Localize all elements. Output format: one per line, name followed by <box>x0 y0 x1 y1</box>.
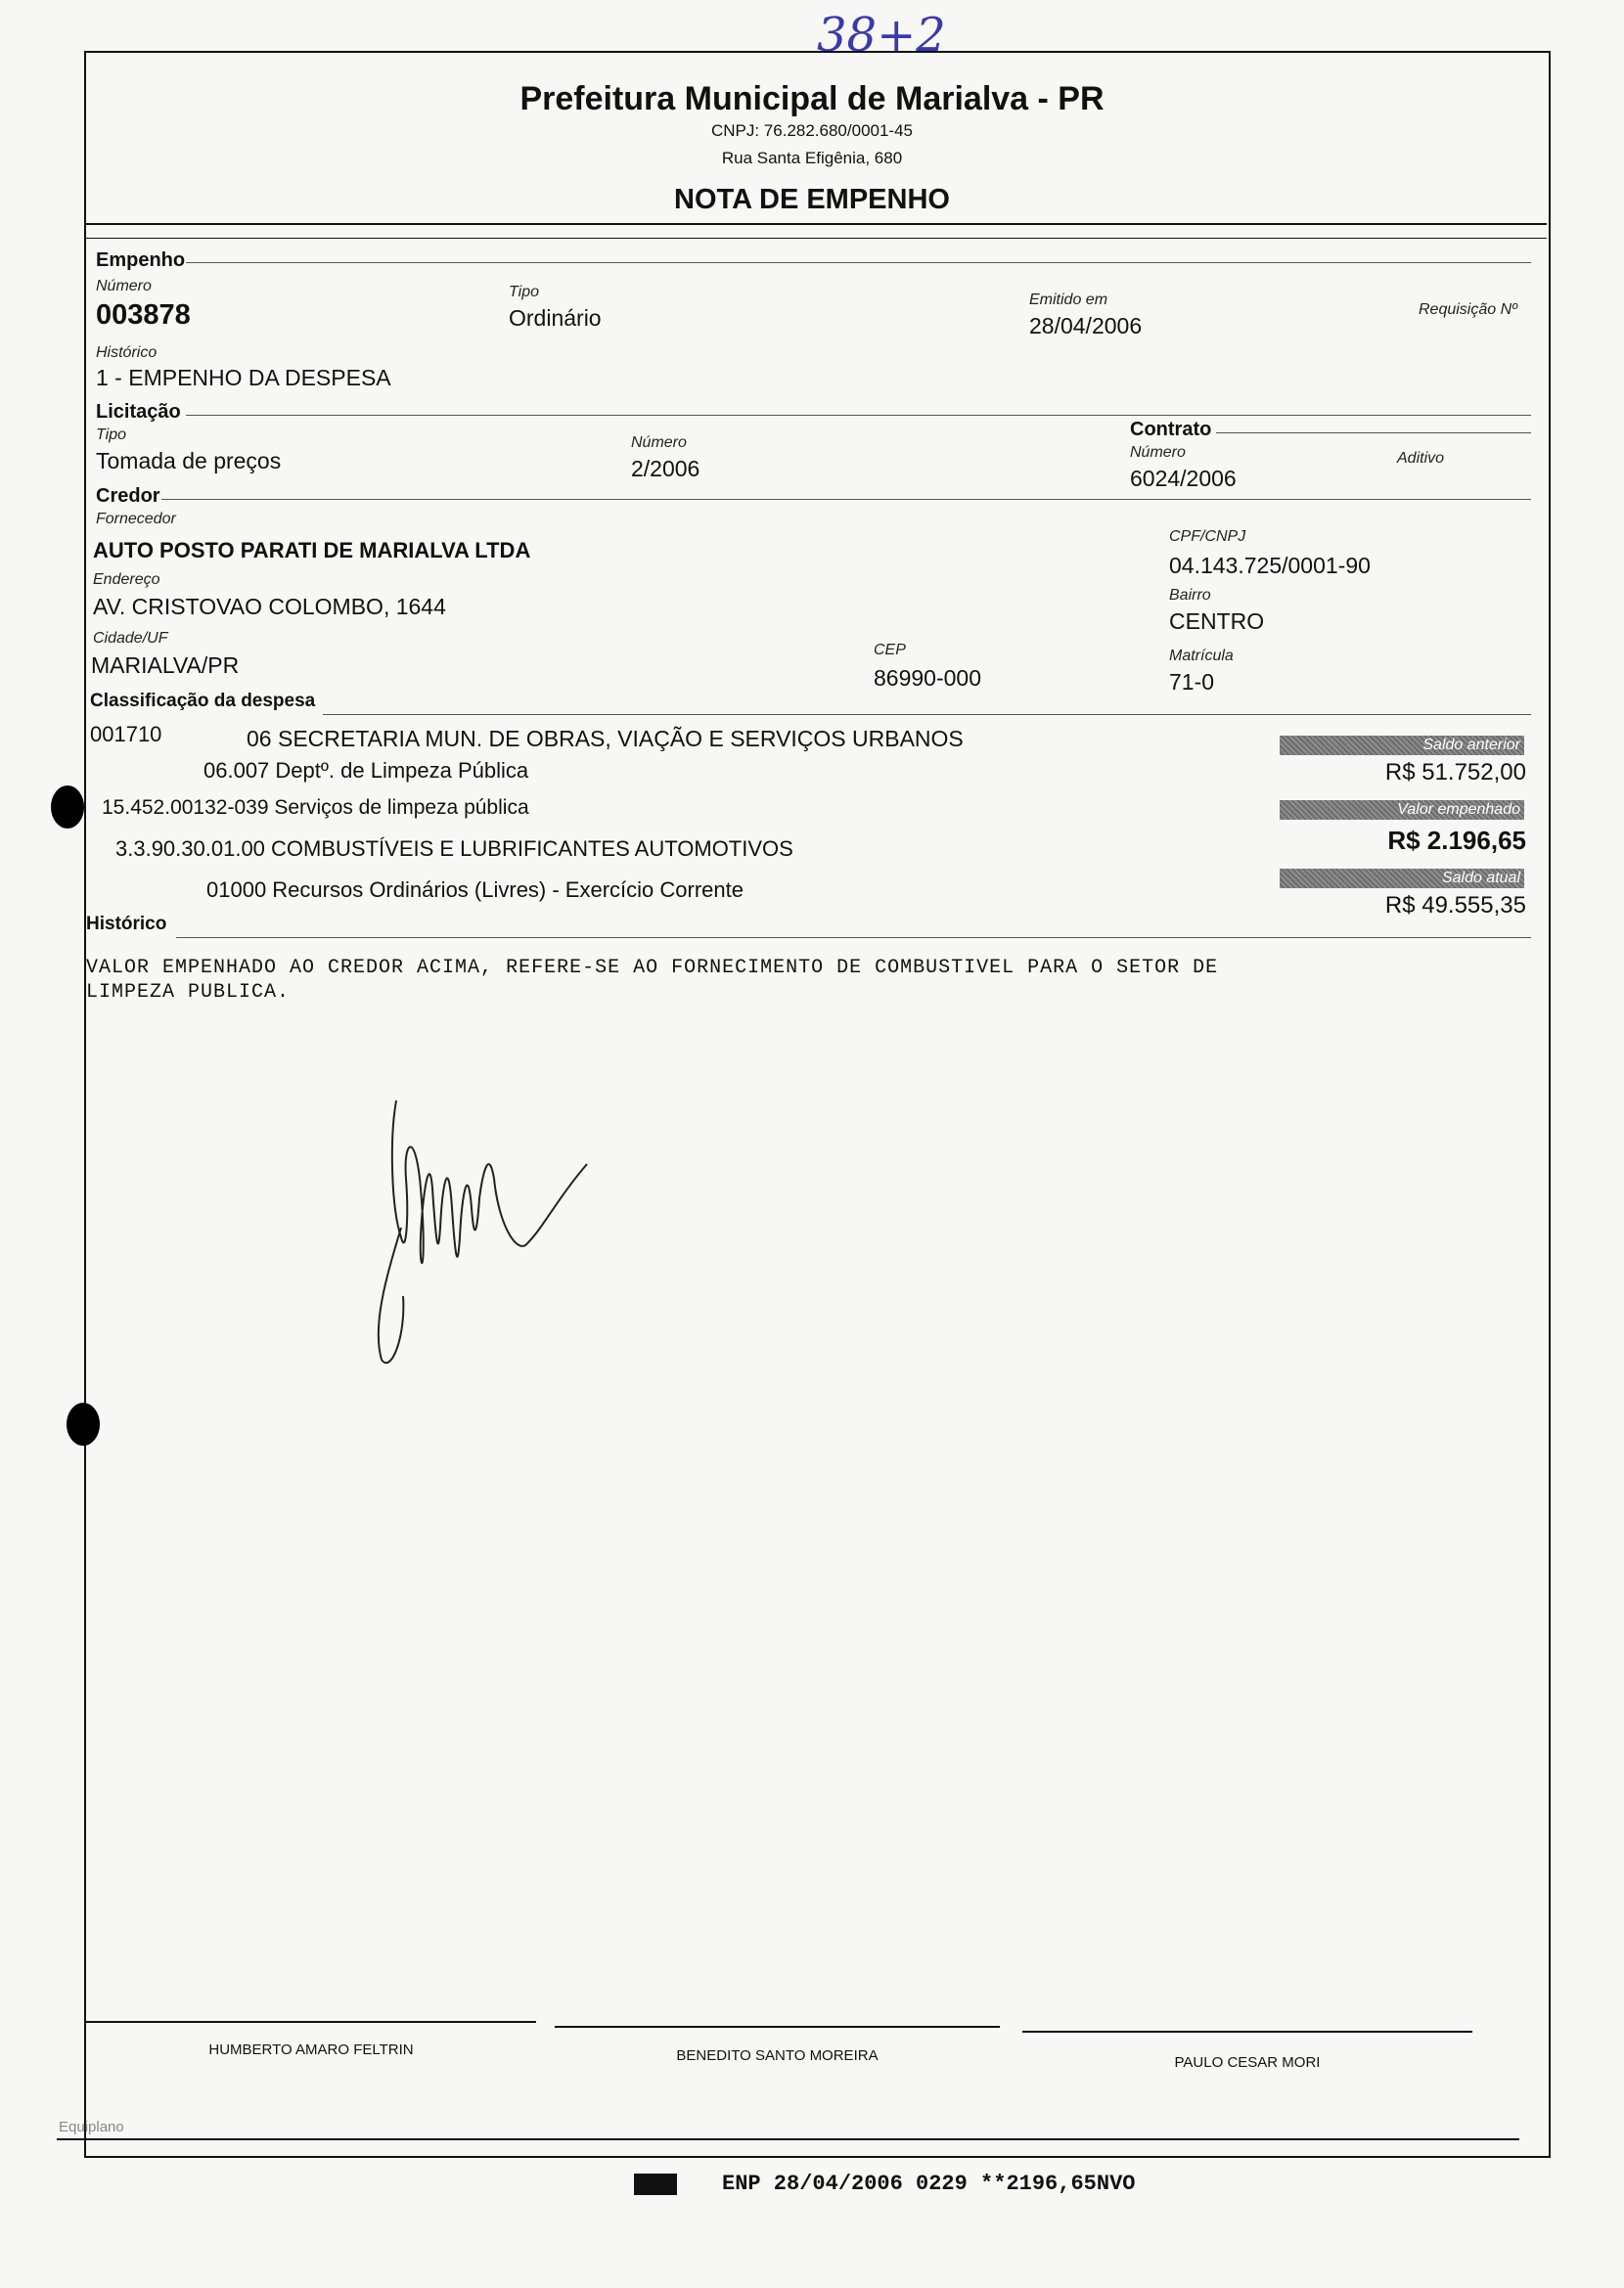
signature-line-2 <box>555 2026 1000 2028</box>
fornecedor-label: Fornecedor <box>96 511 176 527</box>
classificacao-code: 001710 <box>90 722 162 746</box>
saldo-anterior-value: R$ 51.752,00 <box>1384 759 1526 785</box>
requisicao-label: Requisição Nº <box>1419 301 1517 318</box>
fornecedor-name: AUTO POSTO PARATI DE MARIALVA LTDA <box>93 538 531 562</box>
empenho-tipo-label: Tipo <box>509 284 539 300</box>
valor-empenhado-value: R$ 2.196,65 <box>1387 826 1526 855</box>
historico-line-1: VALOR EMPENHADO AO CREDOR ACIMA, REFERE-SE AO FORNECIMENTO DE COMBUSTIVEL PARA O SETOR DE <box>86 957 1219 979</box>
licitacao-numero: 2/2006 <box>631 456 700 481</box>
section-rule <box>161 499 1531 500</box>
classificacao-elemento: 3.3.90.30.01.00 COMBUSTÍVEIS E LUBRIFICANTES AUTOMOTIVOS <box>115 836 793 861</box>
section-credor: Credor <box>96 485 160 507</box>
saldo-atual-value: R$ 49.555,35 <box>1384 892 1526 919</box>
aditivo-label: Aditivo <box>1397 450 1445 467</box>
empenho-historico-label: Histórico <box>96 344 158 361</box>
section-rule <box>186 415 1531 416</box>
stamp-text: ENP 28/04/2006 0229 **2196,65NVO <box>722 2172 1136 2196</box>
emitido-date: 28/04/2006 <box>1029 313 1143 338</box>
classificacao-recurso: 01000 Recursos Ordinários (Livres) - Exercício Corrente <box>206 877 744 902</box>
document-title: NOTA DE EMPENHO <box>674 184 950 215</box>
endereco-value: AV. CRISTOVAO COLOMBO, 1644 <box>93 594 446 619</box>
matricula-label: Matrícula <box>1169 648 1234 664</box>
cpf-label: CPF/CNPJ <box>1169 528 1246 545</box>
licitacao-tipo: Tomada de preços <box>96 448 282 473</box>
saldo-anterior-label: Saldo anterior <box>1422 737 1520 753</box>
header-address: Rua Santa Efigênia, 680 <box>721 149 903 167</box>
section-rule <box>323 714 1531 715</box>
footer-divider <box>57 2138 1519 2140</box>
section-licitacao: Licitação <box>96 401 181 423</box>
classificacao-programa: 15.452.00132-039 Serviços de limpeza pública <box>102 796 529 819</box>
historico-line-2: LIMPEZA PUBLICA. <box>86 981 291 1004</box>
header-divider-2 <box>84 238 1547 239</box>
punch-hole <box>51 785 84 829</box>
empenho-numero-label: Número <box>96 278 152 294</box>
section-rule <box>1216 432 1531 433</box>
section-classificacao: Classificação da despesa <box>90 691 316 711</box>
saldo-anterior-bar <box>1280 736 1524 755</box>
empenho-historico: 1 - EMPENHO DA DESPESA <box>96 365 391 390</box>
licitacao-numero-label: Número <box>631 434 687 451</box>
handwritten-annotation: 38+2 <box>817 8 946 63</box>
cidade-value: MARIALVA/PR <box>91 652 240 678</box>
cep-value: 86990-000 <box>874 665 981 691</box>
cpf-value: 04.143.725/0001-90 <box>1169 553 1371 578</box>
section-rule <box>186 262 1531 263</box>
contrato-numero: 6024/2006 <box>1130 466 1237 491</box>
section-empenho: Empenho <box>96 249 186 271</box>
page-title: Prefeitura Municipal de Marialva - PR <box>519 80 1105 117</box>
section-rule <box>176 937 1531 938</box>
signature-name-2: BENEDITO SANTO MOREIRA <box>676 2047 879 2064</box>
emitido-label: Emitido em <box>1029 292 1108 308</box>
saldo-atual-label: Saldo atual <box>1441 870 1520 886</box>
bairro-value: CENTRO <box>1169 608 1265 634</box>
section-historico: Histórico <box>86 914 167 934</box>
signature-line-3 <box>1022 2031 1472 2033</box>
classificacao-unidade: 06.007 Deptº. de Limpeza Pública <box>203 758 529 783</box>
punch-hole <box>67 1403 100 1446</box>
valor-empenhado-label: Valor empenhado <box>1397 801 1520 818</box>
bairro-label: Bairro <box>1169 587 1211 604</box>
matricula-value: 71-0 <box>1169 669 1215 695</box>
cidade-label: Cidade/UF <box>93 630 168 647</box>
cep-label: CEP <box>874 642 906 658</box>
contrato-numero-label: Número <box>1130 444 1186 461</box>
signature-line-1 <box>86 2021 536 2023</box>
endereco-label: Endereço <box>93 571 160 588</box>
handwritten-signature <box>362 1081 616 1384</box>
empenho-numero: 003878 <box>96 299 191 331</box>
section-contrato: Contrato <box>1130 419 1212 440</box>
licitacao-tipo-label: Tipo <box>96 426 126 443</box>
footer-brand: Equiplano <box>59 2119 124 2135</box>
saldo-atual-bar <box>1280 869 1524 888</box>
classificacao-orgao: 06 SECRETARIA MUN. DE OBRAS, VIAÇÃO E SERVIÇOS URBANOS <box>247 726 964 751</box>
signature-name-3: PAULO CESAR MORI <box>1174 2054 1321 2071</box>
valor-empenhado-bar <box>1280 800 1524 820</box>
stamp-logo-icon <box>634 2174 677 2195</box>
header-divider <box>84 223 1547 225</box>
header-cnpj: CNPJ: 76.282.680/0001-45 <box>710 121 914 140</box>
empenho-tipo: Ordinário <box>509 305 602 331</box>
signature-name-1: HUMBERTO AMARO FELTRIN <box>208 2041 414 2058</box>
